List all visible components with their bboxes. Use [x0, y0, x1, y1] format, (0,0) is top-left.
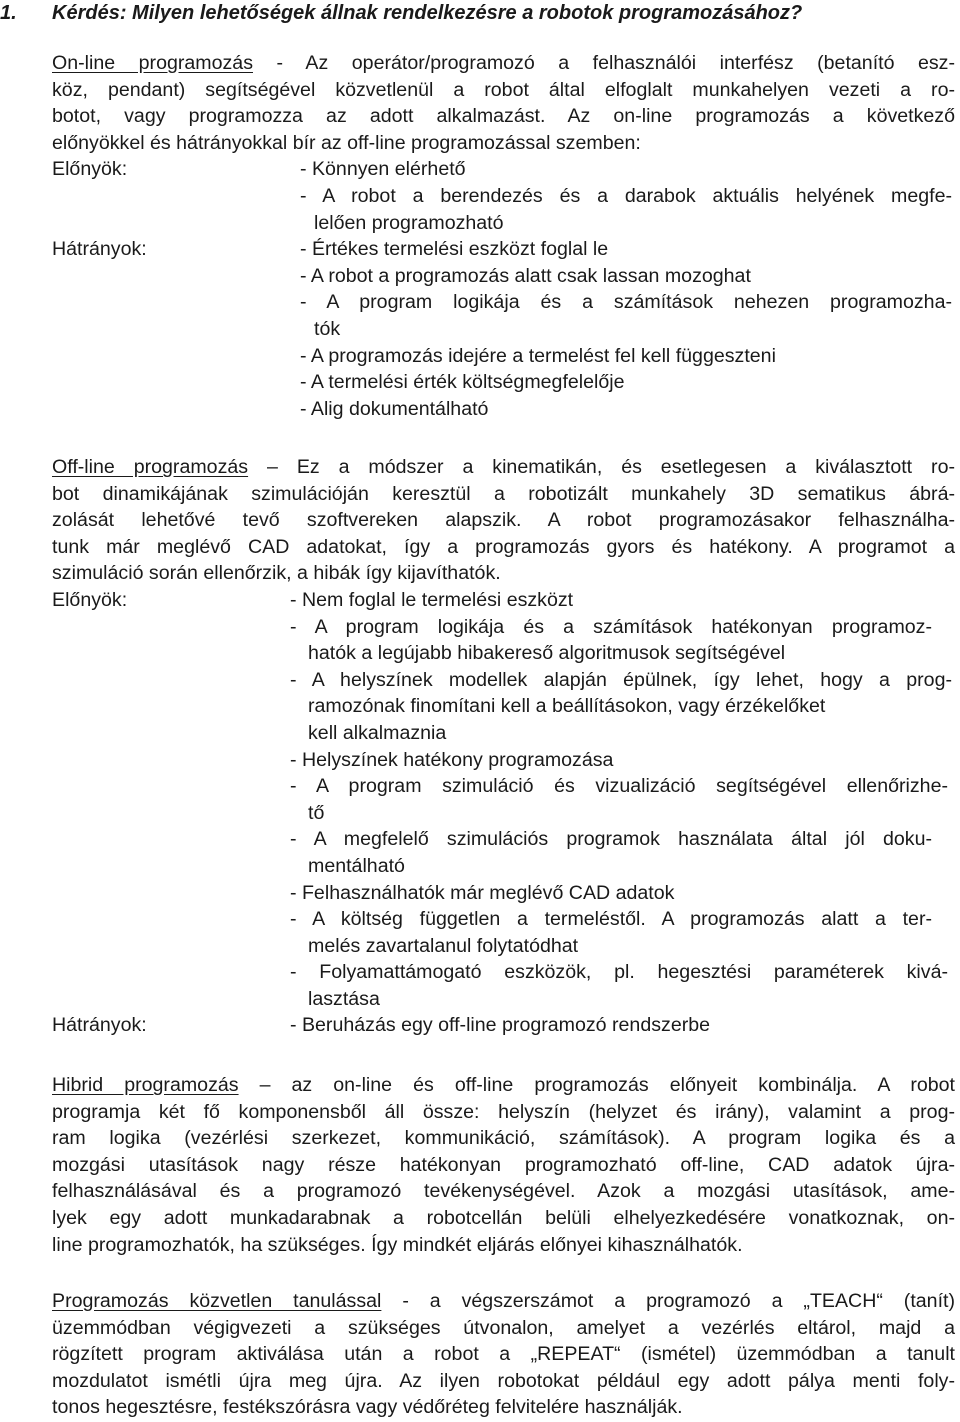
section-term: Off-line programozás: [52, 456, 249, 478]
list-item: - Alig dokumentálható: [300, 397, 489, 420]
disadvantages-label: Hátrányok:: [52, 1014, 147, 1037]
list-item-continuation: mentálható: [308, 854, 405, 877]
list-item: Előnyök: - Könnyen elérhető: [52, 156, 955, 183]
paragraph-line: lyek egy adott munkadarabnak a robotcellán belüli elhelyezkedésére vonatkoznak, on-: [52, 1206, 955, 1229]
paragraph-line: tunk már meglévő CAD adatokat, így a programozás gyors és hatékony. A programot a: [52, 535, 955, 558]
paragraph-line: Programozás közvetlen tanulással - a végszerszámot a programozó a „TEACH“ (tanít): [52, 1290, 955, 1312]
paragraph-line: előnyökkel és hátrányokkal bír az off-line programozással szemben:: [52, 131, 641, 154]
paragraph-line: Off-line programozás – Ez a módszer a kinematikán, és esetlegesen a kiválasztott ro-: [52, 456, 955, 478]
direct-teaching-section: [52, 1288, 955, 1421]
paragraph-line: köz, pendant) segítségével közvetlenül a robot által elfoglalt munkahelyen vezeti a ro-: [52, 78, 955, 101]
list-item-continuation: tő: [308, 801, 325, 824]
paragraph-line: line programozhatók, ha szükséges. Így mindkét eljárás előnyei kihasználhatók.: [52, 1233, 743, 1256]
online-section: [52, 50, 955, 422]
paragraph-line: tonos hegesztésre, festékszórásra vagy védőréteg felvitelére használják.: [52, 1396, 683, 1419]
question-heading: [0, 0, 960, 26]
advantages-label: Előnyök:: [52, 158, 128, 181]
paragraph-line: botot, vagy programozza az adott alkalmazást. Az on-line programozás a következő: [52, 105, 955, 128]
list-item-continuation: lelően programozható: [314, 211, 504, 234]
paragraph-line: bot dinamikájának szimulációján keresztül a robotizált munkahely 3D sematikus ábrá-: [52, 482, 955, 505]
list-item: - A robot a programozás alatt csak lassan mozoghat: [300, 264, 751, 287]
section-term: Hibrid programozás: [52, 1074, 239, 1096]
paragraph-line: zolását lehetővé tevő szoftvereken alapszik. A robot programozásakor felhasználha-: [52, 509, 955, 532]
list-item-continuation: lasztása: [308, 987, 380, 1010]
paragraph-line: mozdulatot ismétli újra meg újra. Az ilyen robotokat például egy adott pálya menti foly-: [52, 1369, 955, 1392]
list-item: - A program logikája és a számítások nehezen programozha-: [300, 291, 952, 314]
question-number: 1.: [0, 2, 17, 24]
list-item: - A robot a berendezés és a darabok aktuális helyének megfe-: [300, 184, 952, 207]
paragraph-line: programja két fő komponensből áll össze: helyszín (helyzet és irány), valamint a prog-: [52, 1100, 955, 1123]
paragraph-line: rögzített program aktiválása után a robot a „REPEAT“ (ismétel) üzemmódban a tanult: [52, 1343, 955, 1366]
paragraph-line: üzemmódban végigvezeti a szükséges útvonalon, amelyet a vezérlés eltárol, majd a: [52, 1316, 955, 1339]
section-term: Programozás közvetlen tanulással: [52, 1290, 382, 1312]
list-item: - A program logikája és a számítások hatékonyan programoz-: [290, 615, 932, 638]
list-item: - Felhasználhatók már meglévő CAD adatok: [290, 881, 675, 904]
list-item: - A helyszínek modellek alapján épülnek, így lehet, hogy a prog-: [290, 668, 952, 691]
offline-section: [52, 454, 955, 1039]
disadvantages-label: Hátrányok:: [52, 238, 147, 261]
hybrid-section: [52, 1072, 955, 1258]
list-item: - A költség független a termeléstől. A programozás alatt a ter-: [290, 908, 932, 931]
list-item: - A programozás idejére a termelést fel kell függeszteni: [300, 344, 776, 367]
section-term: On-line programozás: [52, 52, 253, 74]
list-item: - A program szimuláció és vizualizáció segítségével ellenőrizhe-: [290, 775, 948, 798]
list-item-continuation: ramozónak finomítani kell a beállításokon, vagy érzékelőket: [308, 695, 826, 718]
list-item-continuation: melés zavartalanul folytatódhat: [308, 934, 579, 957]
paragraph-line: felhasználásával és a programozó tevékenységével. Azok a mozgási utasítások, ame-: [52, 1180, 955, 1203]
list-item-continuation: hatók a legújabb hibakereső algoritmusok segítségével: [308, 642, 786, 665]
paragraph-line: mozgási utasítások nagy része hatékonyan programozható off-line, CAD adatok újra-: [52, 1153, 955, 1176]
paragraph-line: On-line programozás - Az operátor/programozó a felhasználói interfész (betanító esz-: [52, 52, 955, 74]
list-item: - A termelési érték költségmegfelelője: [300, 371, 625, 394]
list-item: - A megfelelő szimulációs programok használata által jól doku-: [290, 828, 932, 851]
paragraph-line: szimuláció során ellenőrzik, a hibák így kijavíthatók.: [52, 562, 501, 585]
paragraph-line: ram logika (vezérlési szerkezet, kommunikáció, számítások). A program logika és a: [52, 1127, 955, 1150]
list-item-continuation: kell alkalmaznia: [308, 721, 447, 744]
list-item: - Helyszínek hatékony programozása: [290, 748, 614, 771]
advantages-label: Előnyök:: [52, 588, 128, 611]
list-item-continuation: tók: [314, 317, 341, 340]
list-item: Hátrányok: - Beruházás egy off-line programozó rendszerbe: [52, 1012, 955, 1039]
paragraph-line: Hibrid programozás – az on-line és off-line programozás előnyeit kombinálja. A robot: [52, 1074, 955, 1096]
list-item: - Folyamattámogató eszközök, pl. hegesztési paraméterek kivá-: [290, 961, 948, 984]
list-item: Hátrányok: - Értékes termelési eszközt foglal le: [52, 236, 955, 263]
list-item: Előnyök: - Nem foglal le termelési eszközt: [52, 587, 955, 614]
question-title: Kérdés: Milyen lehetőségek állnak rendelkezésre a robotok programozásához?: [52, 2, 803, 24]
